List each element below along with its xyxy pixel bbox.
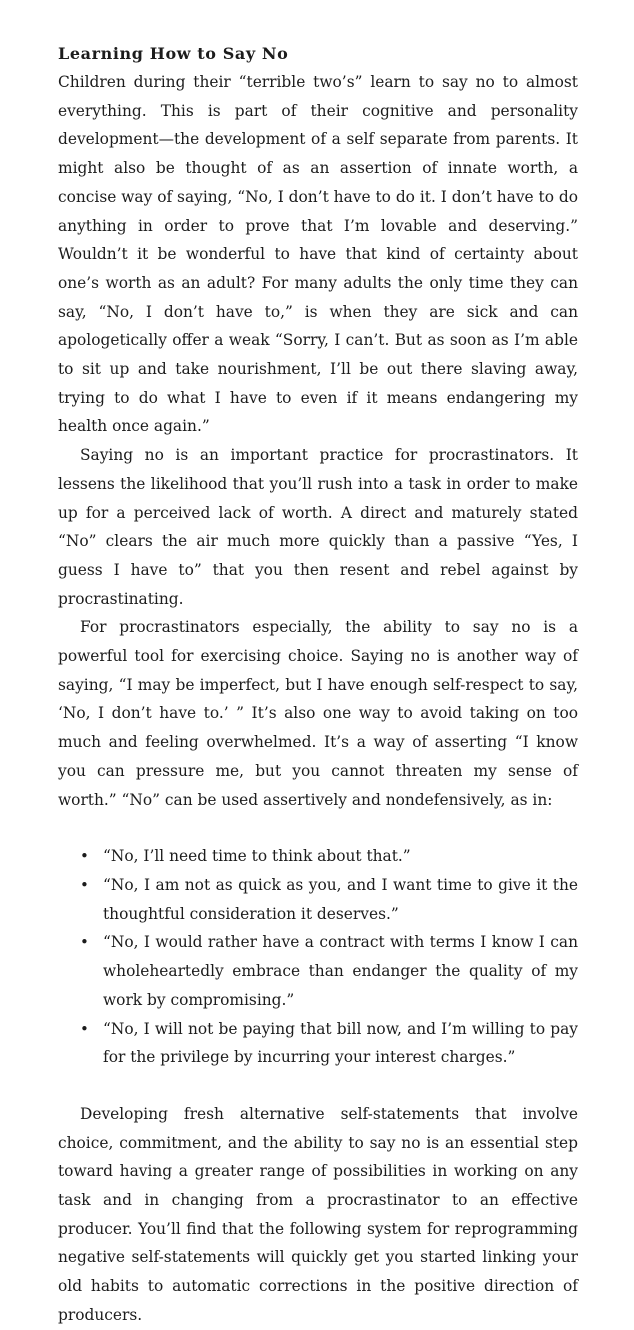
paragraph-4: Developing fresh alternative self-statements that involve choice, commitment, and the ability to say no is an essential step toward having a greater range of possibilities in working on any task and in changing from a procrastinator to an effective producer. You’ll find that the following system for reprogramming negative self-statements will quickly get you started linking your old habits to automatic corrections in the positive direction of producers. xyxy=(58,1104,578,1324)
list-item-text: “No, I would rather have a contract with terms I know I can wholeheartedly embrace than endanger the quality of my work by compromising.” xyxy=(103,933,578,1009)
list-item-text: “No, I am not as quick as you, and I want time to give it the thoughtful consideration it deserves.” xyxy=(103,875,578,923)
bullet-icon: • xyxy=(80,847,89,866)
bullet-icon: • xyxy=(80,875,89,894)
book-page xyxy=(58,40,578,1330)
list-item xyxy=(80,871,578,928)
list-item-text: “No, I’ll need time to think about that.” xyxy=(103,847,411,866)
list-item xyxy=(80,1015,578,1072)
section-heading: Learning How to Say No xyxy=(58,44,289,63)
bullet-icon: • xyxy=(80,1019,89,1038)
paragraph-1: Children during their “terrible two’s” learn to say no to almost everything. This is part of their cognitive and personality development—the development of a self separate from parents. It might also be thought of as an assertion of innate worth, a concise way of saying, “No, I don’t have to do it. I don’t have to do anything in order to prove that I’m lovable and deserving.” Wouldn’t it be wonderful to have that kind of certainty about one’s worth as an adult? For many adults the only time they can say, “No, I don’t have to,” is when they are sick and can apologetically offer a weak “Sorry, I can’t. But as soon as I’m able to sit up and take nourishment, I’ll be out there slaving away, trying to do what I have to even if it means endangering my health once again.” xyxy=(58,73,578,436)
list-item xyxy=(80,928,578,1014)
list-item xyxy=(80,842,578,871)
bullet-icon: • xyxy=(80,933,89,952)
list-item-text: “No, I will not be paying that bill now, and I’m willing to pay for the privilege by incurring your interest charges.” xyxy=(103,1019,578,1067)
paragraph-2: Saying no is an important practice for procrastinators. It lessens the likelihood that you’ll rush into a task in order to make up for a perceived lack of worth. A direct and maturely stated “No” clears the air much more quickly than a passive “Yes, I guess I have to” that you then resent and rebel against by procrastinating. xyxy=(58,446,578,608)
paragraph-3: For procrastinators especially, the ability to say no is a powerful tool for exercising choice. Saying no is another way of saying, “I may be imperfect, but I have enough self-respect to say, ‘No, I don’t have to.’ ” It’s also one way to avoid taking on too much and feeling overwhelmed. It’s a way of asserting “I know you can pressure me, but you cannot threaten my sense of worth.” “No” can be used assertively and nondefensively, as in: xyxy=(58,618,578,809)
bullet-list xyxy=(58,842,578,1072)
